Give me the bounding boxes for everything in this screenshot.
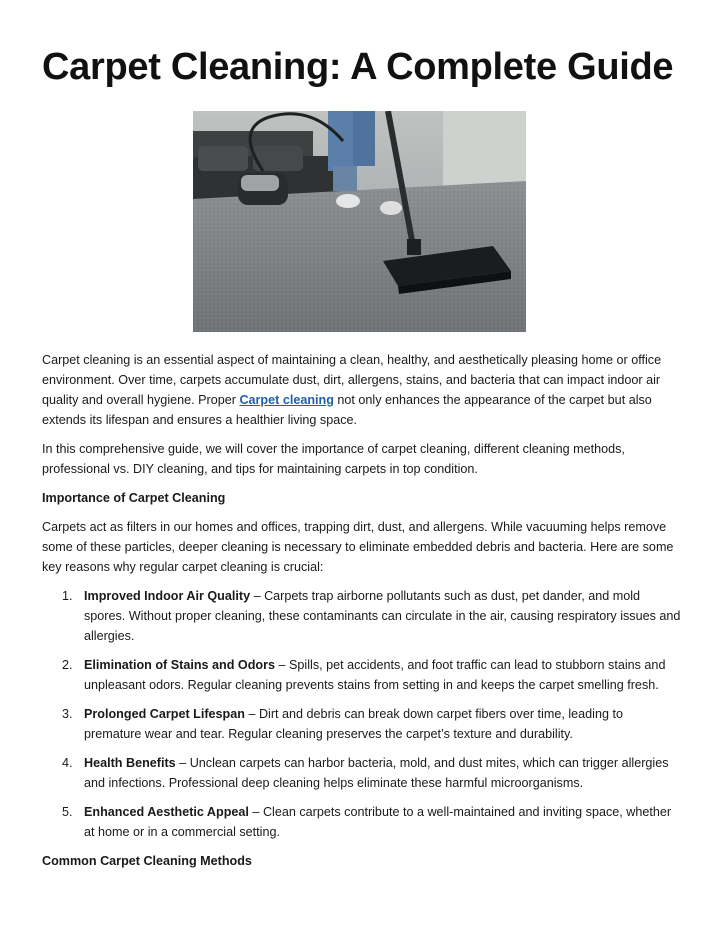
list-item: 5. Enhanced Aesthetic Appeal – Clean carpets contribute to a well-maintained and inviting space, whether at home or in a commercial setting. (62, 805, 672, 839)
section-heading-methods: Common Carpet Cleaning Methods (42, 854, 252, 868)
importance-paragraph: Carpets act as filters in our homes and offices, trapping dirt, dust, and allergens. While vacuuming helps remove some of these particles, deeper cleaning is necessary to eliminate embedded debris and bacteria. Here are some key reasons why regular carpet cleaning is crucial: (42, 520, 674, 574)
page-title: Carpet Cleaning: A Complete Guide (42, 46, 674, 88)
overview-paragraph: In this comprehensive guide, we will cover the importance of carpet cleaning, different cleaning methods, professional vs. DIY cleaning, and tips for maintaining carpets in top condition. (42, 442, 625, 476)
reasons-list (42, 586, 682, 842)
article-body (42, 350, 682, 880)
section-heading-importance: Importance of Carpet Cleaning (42, 491, 226, 505)
list-item: 3. Prolonged Carpet Lifespan – Dirt and debris can break down carpet fibers over time, leading to premature wear and tear. Regular cleaning preserves the carpet’s texture and durability. (62, 707, 623, 741)
list-item: 2. Elimination of Stains and Odors – Spills, pet accidents, and foot traffic can lead to stubborn stains and unpleasant odors. Regular cleaning prevents stains from setting in and keeps the carpet smelling fresh. (62, 658, 666, 692)
vacuum-cleaning-photo (193, 111, 526, 332)
list-item: 1. Improved Indoor Air Quality – Carpets trap airborne pollutants such as dust, pet dander, and mold spores. Without proper cleaning, these contaminants can circulate in the air, causing respiratory issues and allergies. (62, 589, 681, 643)
intro-paragraph: Carpet cleaning is an essential aspect of maintaining a clean, healthy, and aesthetically pleasing home or office environment. Over time, carpets accumulate dust, dirt, allergens, stains, and bacteria that can impact indoor air quality and overall hygiene. Proper Carpet cleaning not only enhances the appearance of the carpet but also extends its lifespan and ensures a healthier living space. (42, 353, 662, 427)
list-item: 4. Health Benefits – Unclean carpets can harbor bacteria, mold, and dust mites, which can trigger allergies and infections. Professional deep cleaning helps eliminate these harmful microorganisms. (62, 756, 669, 790)
carpet-cleaning-link[interactable]: Carpet cleaning (239, 393, 334, 407)
